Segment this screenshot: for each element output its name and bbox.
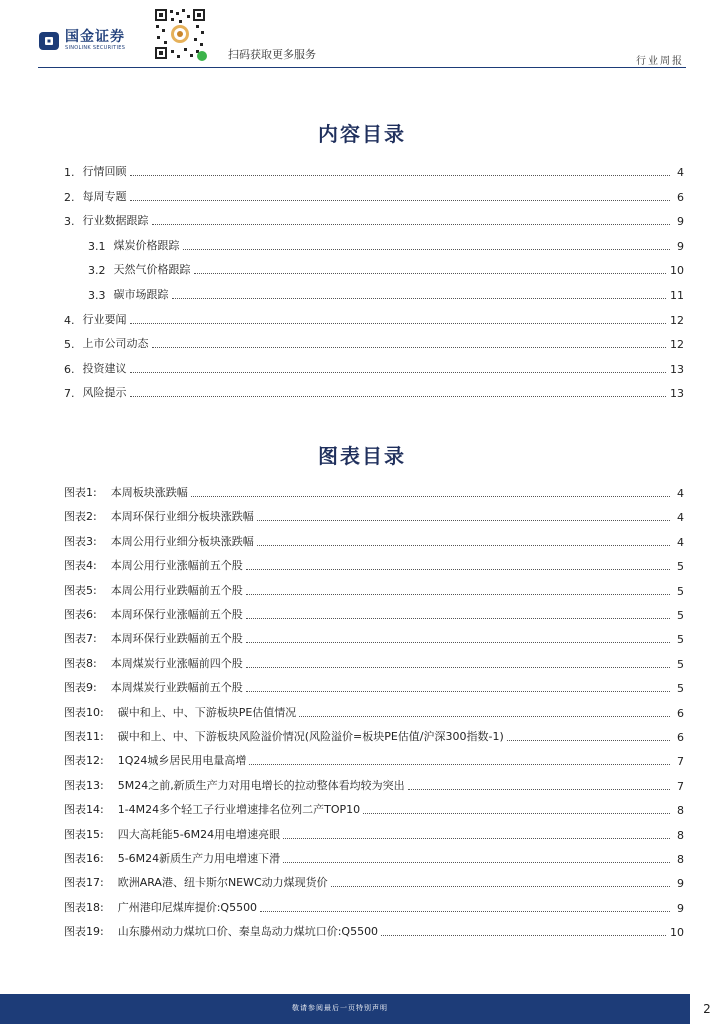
dot-leader xyxy=(246,641,670,643)
entry-label: 本周公用行业涨幅前五个股 xyxy=(110,559,243,573)
entry-page-number: 7 xyxy=(677,779,684,793)
dot-leader xyxy=(246,690,670,692)
footer-disclaimer: 敬请参阅最后一页特别声明 xyxy=(292,1004,388,1012)
entry-number: 图表10: xyxy=(64,705,104,719)
figure-entry[interactable] xyxy=(64,923,684,939)
header-divider xyxy=(38,67,686,68)
entry-number: 2. xyxy=(64,190,75,204)
page-number-box xyxy=(690,994,724,1024)
dot-leader xyxy=(191,495,670,497)
entry-page-number: 5 xyxy=(677,633,684,647)
entry-number: 3.1 xyxy=(88,239,106,253)
figure-entry[interactable] xyxy=(64,752,684,768)
figure-entry[interactable] xyxy=(64,533,684,549)
logo-mark-icon xyxy=(38,31,60,51)
figure-entry[interactable] xyxy=(64,606,684,622)
entry-page-number: 5 xyxy=(677,657,684,671)
entry-number: 图表17: xyxy=(64,876,104,890)
entry-page-number: 10 xyxy=(670,264,684,278)
entry-number: 图表9: xyxy=(64,681,97,695)
entry-number: 5. xyxy=(64,338,75,352)
entry-label: 5M24之前,新质生产力对用电增长的拉动整体看均较为突出 xyxy=(117,778,405,792)
entry-number: 图表1: xyxy=(64,486,97,499)
entry-page-number: 5 xyxy=(677,560,684,574)
entry-label: 1Q24城乡居民用电量高增 xyxy=(117,754,247,768)
dot-leader xyxy=(283,837,670,839)
entry-label: 上市公司动态 xyxy=(82,337,149,351)
dot-leader xyxy=(130,199,671,201)
dot-leader xyxy=(194,272,667,274)
entry-page-number: 7 xyxy=(677,755,684,769)
figure-entry[interactable] xyxy=(64,630,684,646)
entry-label: 天然气价格跟踪 xyxy=(113,263,191,277)
dot-leader xyxy=(260,910,670,912)
entry-number: 图表18: xyxy=(64,900,104,914)
figure-entry[interactable] xyxy=(64,484,684,500)
entry-page-number: 6 xyxy=(677,731,684,744)
entry-number: 图表2: xyxy=(64,510,97,524)
entry-number: 3.3 xyxy=(88,289,106,302)
entry-page-number: 9 xyxy=(677,215,684,229)
entry-label: 碳中和上、中、下游板块PE估值情况 xyxy=(117,705,297,719)
toc-entry[interactable] xyxy=(88,286,684,302)
toc-entry[interactable] xyxy=(64,188,684,204)
dot-leader xyxy=(408,788,670,790)
page-number: 2 xyxy=(703,1002,711,1016)
dot-leader xyxy=(331,885,670,887)
dot-leader xyxy=(152,223,671,225)
dot-leader xyxy=(381,934,666,936)
entry-page-number: 13 xyxy=(670,362,684,376)
toc-entry[interactable] xyxy=(64,335,684,351)
entry-page-number: 8 xyxy=(677,853,684,866)
toc-entry[interactable] xyxy=(64,163,684,179)
entry-number: 1. xyxy=(64,166,75,179)
entry-label: 本周环保行业跌幅前五个股 xyxy=(110,632,243,646)
entry-number: 图表8: xyxy=(64,656,97,670)
entry-page-number: 8 xyxy=(677,828,684,842)
entry-page-number: 9 xyxy=(677,901,684,915)
entry-label: 欧洲ARA港、纽卡斯尔NEWC动力煤现货价 xyxy=(117,876,328,890)
entry-number: 图表13: xyxy=(64,778,104,792)
dot-leader xyxy=(246,666,670,668)
content-toc-title: 内容目录 xyxy=(318,122,406,146)
figure-entry[interactable] xyxy=(64,582,684,598)
dot-leader xyxy=(507,739,670,741)
logo-english-name: SINOLINK SECURITIES xyxy=(65,45,126,51)
dot-leader xyxy=(152,346,667,348)
scan-for-service-text: 扫码获取更多服务 xyxy=(228,48,316,61)
dot-leader xyxy=(257,544,670,546)
entry-number: 图表12: xyxy=(64,754,104,768)
entry-label: 本周板块涨跌幅 xyxy=(110,486,188,499)
dot-leader xyxy=(172,297,667,299)
company-logo xyxy=(38,30,125,52)
dot-leader xyxy=(299,715,670,717)
dot-leader xyxy=(130,322,667,324)
dot-leader xyxy=(257,519,670,521)
entry-page-number: 6 xyxy=(677,706,684,720)
figure-entry[interactable] xyxy=(64,728,684,744)
entry-number: 4. xyxy=(64,313,75,327)
entry-page-number: 5 xyxy=(677,609,684,622)
entry-label: 本周环保行业涨幅前五个股 xyxy=(110,608,243,621)
entry-page-number: 12 xyxy=(670,313,684,327)
toc-entry[interactable] xyxy=(64,384,684,400)
logo-chinese-name: 国金证券 xyxy=(65,29,125,45)
entry-label: 本周煤炭行业涨幅前四个股 xyxy=(110,656,243,670)
entry-label: 行业数据跟踪 xyxy=(82,214,149,228)
entry-number: 图表11: xyxy=(64,730,104,743)
toc-entry[interactable] xyxy=(64,360,684,376)
entry-page-number: 4 xyxy=(677,487,684,500)
report-type-label: 行业周报 xyxy=(636,56,684,67)
figure-entry[interactable] xyxy=(64,826,684,842)
figure-entry[interactable] xyxy=(64,801,684,817)
entry-label: 广州港印尼煤库提价:Q5500 xyxy=(117,900,258,914)
entry-number: 图表7: xyxy=(64,632,97,646)
toc-entry[interactable] xyxy=(88,261,684,277)
entry-label: 投资建议 xyxy=(82,361,127,375)
dot-leader xyxy=(246,617,670,619)
entry-label: 风险提示 xyxy=(82,386,127,400)
entry-label: 碳中和上、中、下游板块风险溢价情况(风险溢价=板块PE估值/沪深300指数-1) xyxy=(117,730,504,743)
dot-leader xyxy=(363,812,670,814)
entry-page-number: 5 xyxy=(677,584,684,598)
entry-page-number: 9 xyxy=(677,239,684,253)
entry-label: 本周环保行业细分板块涨跌幅 xyxy=(110,510,254,524)
dot-leader xyxy=(246,593,670,595)
entry-label: 行业要闻 xyxy=(82,312,127,326)
entry-label: 四大高耗能5-6M24用电增速亮眼 xyxy=(117,827,281,841)
entry-number: 图表4: xyxy=(64,559,97,573)
figure-entry[interactable] xyxy=(64,850,684,866)
toc-entry[interactable] xyxy=(88,237,684,253)
figure-entry[interactable] xyxy=(64,899,684,915)
entry-page-number: 8 xyxy=(677,804,684,818)
entry-number: 图表19: xyxy=(64,925,104,939)
figure-entry[interactable] xyxy=(64,704,684,720)
entry-page-number: 11 xyxy=(670,289,684,302)
entry-number: 3.2 xyxy=(88,264,106,278)
entry-label: 本周公用行业细分板块涨跌幅 xyxy=(110,534,254,548)
figure-toc-title: 图表目录 xyxy=(318,444,406,468)
entry-number: 图表14: xyxy=(64,803,104,817)
figure-entry[interactable] xyxy=(64,557,684,573)
entry-number: 图表6: xyxy=(64,608,97,621)
entry-page-number: 12 xyxy=(670,338,684,352)
entry-page-number: 4 xyxy=(677,511,684,525)
dot-leader xyxy=(249,763,670,765)
dot-leader xyxy=(130,174,671,176)
entry-label: 本周公用行业跌幅前五个股 xyxy=(110,583,243,597)
dot-leader xyxy=(183,248,671,250)
figure-entry[interactable] xyxy=(64,777,684,793)
entry-number: 6. xyxy=(64,362,75,376)
entry-label: 碳市场跟踪 xyxy=(113,288,169,301)
dot-leader xyxy=(130,371,667,373)
entry-page-number: 10 xyxy=(670,926,684,940)
entry-number: 图表16: xyxy=(64,852,104,865)
figure-entry[interactable] xyxy=(64,874,684,890)
figure-entry[interactable] xyxy=(64,679,684,695)
toc-entry[interactable] xyxy=(64,311,684,327)
entry-page-number: 13 xyxy=(670,387,684,401)
entry-label: 5-6M24新质生产力用电增速下滑 xyxy=(117,852,281,865)
entry-label: 煤炭价格跟踪 xyxy=(113,238,180,252)
page-footer xyxy=(0,994,724,1024)
entry-label: 每周专题 xyxy=(82,189,127,203)
page-header xyxy=(0,0,724,68)
figure-entry[interactable] xyxy=(64,508,684,524)
entry-number: 图表15: xyxy=(64,827,104,841)
entry-number: 7. xyxy=(64,387,75,401)
entry-page-number: 6 xyxy=(677,190,684,204)
entry-page-number: 4 xyxy=(677,166,684,179)
qr-code-icon[interactable] xyxy=(152,6,208,62)
toc-entry[interactable] xyxy=(64,212,684,228)
entry-page-number: 5 xyxy=(677,682,684,696)
dot-leader xyxy=(283,861,670,863)
figure-entry[interactable] xyxy=(64,655,684,671)
entry-number: 图表3: xyxy=(64,534,97,548)
entry-label: 行情回顾 xyxy=(82,165,127,178)
entry-page-number: 9 xyxy=(677,877,684,891)
entry-page-number: 4 xyxy=(677,535,684,549)
entry-label: 本周煤炭行业跌幅前五个股 xyxy=(110,681,243,695)
dot-leader xyxy=(246,568,670,570)
entry-number: 3. xyxy=(64,215,75,229)
entry-number: 图表5: xyxy=(64,583,97,597)
entry-label: 山东滕州动力煤坑口价、秦皇岛动力煤坑口价:Q5500 xyxy=(117,925,379,939)
entry-label: 1-4M24多个轻工子行业增速排名位列二产TOP10 xyxy=(117,803,361,817)
dot-leader xyxy=(130,395,667,397)
